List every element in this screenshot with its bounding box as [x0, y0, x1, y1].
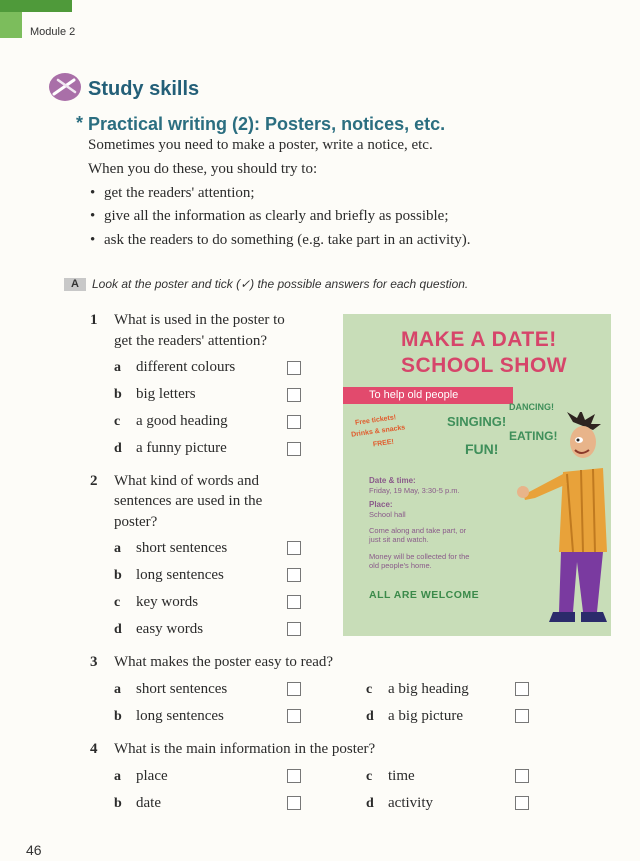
option-text: long sentences: [136, 567, 224, 583]
option-text: time: [388, 768, 415, 784]
option-letter: b: [114, 796, 122, 811]
bullet-item: • ask the readers to do something (e.g. take part in an activity).: [104, 232, 471, 249]
option-letter: a: [114, 541, 121, 556]
option-letter: a: [114, 682, 121, 697]
question-number: 1: [90, 312, 98, 328]
answer-checkbox[interactable]: [287, 769, 301, 783]
answer-checkbox[interactable]: [515, 682, 529, 696]
bullet-item: • give all the information as clearly and briefly as possible;: [104, 208, 448, 225]
answer-checkbox[interactable]: [287, 796, 301, 810]
answer-checkbox[interactable]: [287, 388, 301, 402]
option-text: short sentences: [136, 540, 228, 556]
poster-date-label: Date & time:: [369, 476, 416, 485]
answer-checkbox[interactable]: [515, 796, 529, 810]
poster-line-1: Come along and take part, or: [369, 526, 467, 535]
poster-place-value: School hall: [369, 510, 406, 519]
subtitle-star: *: [76, 113, 84, 133]
option-text: short sentences: [136, 681, 228, 697]
option-text: a funny picture: [136, 440, 227, 456]
question-text: get the readers' attention?: [114, 333, 268, 349]
poster-eating: EATING!: [509, 429, 558, 443]
question-text: What is used in the poster to: [114, 312, 285, 328]
option-letter: b: [114, 568, 122, 583]
poster-line-2: just sit and watch.: [369, 535, 429, 544]
option-text: easy words: [136, 621, 204, 637]
option-text: key words: [136, 594, 199, 610]
poster-line-3: Money will be collected for the: [369, 552, 470, 561]
section-title: Study skills: [88, 78, 200, 100]
poster-date-value: Friday, 19 May, 3:30-5 p.m.: [369, 486, 460, 495]
option-letter: c: [366, 769, 373, 784]
poster-free-2: Drinks & snacks: [350, 424, 406, 439]
module-color-tab: [0, 12, 22, 38]
poster-free-1: Free tickets!: [354, 414, 397, 427]
poster-fun: FUN!: [465, 441, 499, 457]
intro-line-2: When you do these, you should try to:: [88, 161, 318, 177]
poster-free-3: FREE!: [372, 438, 395, 449]
answer-checkbox[interactable]: [287, 415, 301, 429]
answer-checkbox[interactable]: [287, 595, 301, 609]
answer-checkbox[interactable]: [515, 709, 529, 723]
option-letter: c: [114, 595, 121, 610]
poster-welcome: ALL ARE WELCOME: [369, 589, 480, 601]
answer-checkbox[interactable]: [287, 442, 301, 456]
answer-checkbox[interactable]: [287, 541, 301, 555]
option-letter: d: [114, 622, 122, 637]
option-letter: d: [366, 709, 374, 724]
option-text: a good heading: [136, 413, 228, 429]
poster-band: To help old people: [343, 387, 513, 404]
poster-heading-2: SCHOOL SHOW: [401, 354, 568, 377]
section-subtitle: Practical writing (2): Posters, notices, etc.: [88, 114, 446, 134]
poster-heading-1: MAKE A DATE!: [401, 328, 557, 351]
activity-label: A: [64, 278, 86, 291]
poster-place-label: Place:: [369, 500, 393, 509]
question-text: sentences are used in the: [114, 493, 263, 509]
option-letter: d: [114, 441, 122, 456]
option-letter: d: [366, 796, 374, 811]
option-text: different colours: [136, 359, 236, 375]
poster-singing: SINGING!: [447, 414, 507, 429]
bullet-item: • get the readers' attention;: [104, 185, 255, 202]
option-letter: b: [114, 387, 122, 402]
module-color-bar: [0, 0, 72, 12]
activity-instruction: Look at the poster and tick (✓) the possible answers for each question.: [92, 277, 469, 291]
question-number: 2: [90, 473, 98, 489]
question-text: What kind of words and: [114, 473, 259, 489]
option-text: a big heading: [388, 681, 469, 697]
answer-checkbox[interactable]: [287, 361, 301, 375]
school-show-poster: [343, 314, 611, 636]
page-number: 46: [26, 842, 42, 858]
option-text: big letters: [136, 386, 196, 402]
study-skills-icon: [48, 72, 82, 102]
option-letter: a: [114, 360, 121, 375]
intro-line-1: Sometimes you need to make a poster, write a notice, etc.: [88, 137, 433, 153]
question-number: 3: [90, 654, 98, 670]
option-text: long sentences: [136, 708, 224, 724]
answer-checkbox[interactable]: [287, 622, 301, 636]
poster-dancing: DANCING!: [509, 402, 554, 412]
module-label: Module 2: [30, 26, 76, 38]
option-text: a big picture: [388, 708, 463, 724]
question-text: poster?: [114, 514, 158, 530]
answer-checkbox[interactable]: [515, 769, 529, 783]
question-text: What makes the poster easy to read?: [114, 654, 334, 670]
cartoon-boy-illustration: [511, 412, 611, 636]
option-letter: c: [366, 682, 373, 697]
answer-checkbox[interactable]: [287, 568, 301, 582]
answer-checkbox[interactable]: [287, 709, 301, 723]
option-letter: b: [114, 709, 122, 724]
question-text: What is the main information in the poster?: [114, 741, 376, 757]
option-text: place: [136, 768, 168, 784]
poster-line-4: old people's home.: [369, 561, 432, 570]
question-number: 4: [90, 741, 98, 757]
option-text: activity: [388, 795, 433, 811]
option-text: date: [136, 795, 161, 811]
option-letter: c: [114, 414, 121, 429]
option-letter: a: [114, 769, 121, 784]
answer-checkbox[interactable]: [287, 682, 301, 696]
